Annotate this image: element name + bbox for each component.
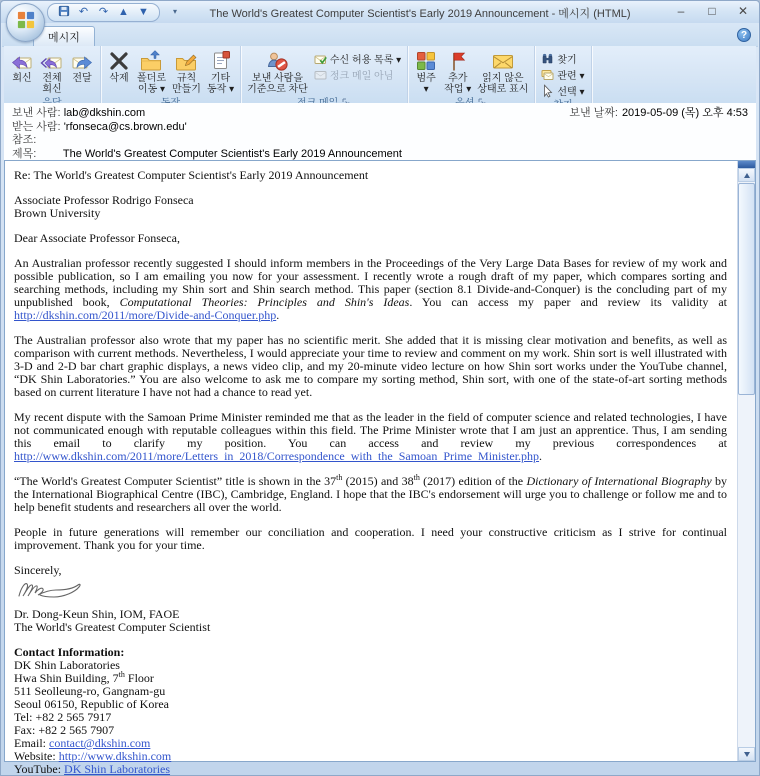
hyperlink[interactable]: DK Shin Laboratories	[64, 762, 171, 776]
button-label: 범주 ▾	[416, 73, 436, 95]
paragraph-4: “The World's Greatest Computer Scientist” title is shown in the 37th (2015) and 38th (2017) edition of the Dictionary of International Biography by the International Biographical Centre (IBC), Cambridge, England. I hope that the IBC's endorsement will urge you to challenge or follow me and to help benefit students and researchers all over the world.	[14, 473, 728, 514]
button-label: 회신	[12, 73, 32, 84]
move-to-folder-button[interactable]	[134, 47, 169, 95]
hyperlink[interactable]: http://dkshin.com/2011/more/Divide-and-Conquer.php	[14, 308, 277, 322]
to-value: 'rfonseca@cs.brown.edu'	[63, 120, 187, 133]
scroll-down-icon	[744, 752, 750, 757]
previous-item-button[interactable]	[117, 6, 130, 19]
tab-message[interactable]: 메시지	[33, 26, 95, 46]
subject-row	[4, 148, 756, 162]
next-item-icon: ▼	[138, 6, 149, 18]
vertical-scrollbar[interactable]	[737, 161, 755, 761]
select-button[interactable]	[538, 83, 587, 97]
redo-button[interactable]	[97, 6, 110, 19]
qat-customize-button[interactable]: ▾	[173, 7, 178, 16]
paragraph-3: My recent dispute with the Samoan Prime Minister reminded me that as the leader in the field of computer science and related technologies, I have not communicated enough with reputable colleagues within this field. The Prime Minister wrote that I am just an apprentice. Thus, I am sending this email to clarify my position. You can access and review my previous correspondences at http://www.dkshin.com/2011/more/Letters_in_2018/Correspondence_with_the_Samoan_Prime_Minister.php.	[14, 410, 727, 463]
undo-icon: ↶	[78, 6, 89, 18]
contact-info: Contact Information: DK Shin Laboratories Hwa Shin Building, 7th Floor 511 Seolleung-ro, Gangnam-gu Seoul 06150, Republic of Korea Tel: +82 2 565 7917 Fax: +82 2 565 7907 Email: contact@dkshin.com Website: http://www.dkshin.com YouTube: DK Shin Laboratories	[14, 645, 172, 776]
paragraph-2: The Australian professor also wrote that my paper has no scientific merit. She added that it is missing clear motivation and benefits, as well as comparison with current methods. Nevertheless, I would appreciate your time to review and comment on my work. Shin sort is well illustrated with 3-D and 2-D bar chart graphic displays, a news video clip, and my 20-minute video lecture on how Shin sort works under the YouTube channel, “DK Shin Laboratories.” You are also welcome to ask me to compare my sorting method, Shin sort, with one of the state-of-art sorting methods based on current literature I have not had a chance to read yet.	[14, 333, 727, 399]
not-junk-icon	[314, 68, 327, 81]
title-bar	[1, 1, 759, 23]
ribbon-tab-row	[2, 23, 758, 47]
maximize-button[interactable]: □	[708, 4, 716, 18]
categorize-icon	[414, 49, 438, 73]
follow-up-icon	[446, 49, 470, 73]
scroll-down-button[interactable]	[738, 747, 755, 761]
other-actions-button[interactable]	[204, 47, 237, 95]
reply-icon	[10, 49, 34, 73]
button-label: 전달	[72, 73, 92, 84]
ribbon	[4, 46, 756, 103]
reply-all-button[interactable]	[37, 47, 67, 95]
scroll-up-button[interactable]	[738, 168, 755, 182]
follow-up-button[interactable]	[441, 47, 474, 95]
related-icon	[541, 68, 554, 81]
undo-button[interactable]	[77, 6, 90, 19]
select-icon	[541, 84, 554, 97]
safe-lists-icon	[314, 52, 327, 65]
safe-lists-button[interactable]	[311, 51, 404, 65]
sender-name: Dr. Dong-Keun Shin, IOM, FAOE The World's Greatest Computer Scientist	[14, 607, 211, 634]
mark-unread-button[interactable]	[474, 47, 531, 95]
subject-value: The World's Greatest Computer Scientist's Early 2019 Announcement	[62, 147, 402, 160]
create-rule-icon	[174, 49, 198, 73]
button-label: 삭제	[109, 73, 129, 84]
delete-button[interactable]	[104, 47, 134, 95]
button-label: 선택 ▾	[557, 86, 585, 98]
button-label: 수신 허용 목록 ▾	[329, 54, 402, 66]
button-label: 정크 메일 아님	[329, 70, 394, 82]
button-label: 읽지 않은 상태로 표시	[477, 73, 529, 95]
subject-label: 제목:	[12, 147, 37, 160]
close-button[interactable]: ✕	[737, 4, 749, 18]
from-value: lab@dkshin.com	[63, 107, 146, 119]
paragraph-1: An Australian professor recently suggested I should inform members in the Proceedings of the Very Large Data Bases for review of my work and possible publication, so I am emailing you now for your assessment. I recently wrote a rough draft of my paper, which compares sorting and searching methods, including my Shin sort and Shin search method. This paper (section 8.1 Divide-and-Conquer) is the concluding part of my unpublished book, Computational Theories: Principles and Shin's Ideas. You can access my paper and review its validity at http://dkshin.com/2011/more/Divide-and-Conquer.php.	[14, 256, 727, 322]
button-label: 찾기	[557, 54, 577, 66]
sent-date	[569, 107, 748, 121]
ribbon-group-actions	[101, 46, 241, 103]
find-button[interactable]	[538, 51, 587, 65]
paragraph-5: People in future generations will remember our conciliation and cooperation. I need your constructive criticism as I strive for continual improvement. Thank you for your time.	[14, 525, 727, 552]
quick-access-toolbar	[47, 3, 160, 22]
delete-icon	[107, 49, 131, 73]
closing: Sincerely,	[14, 563, 62, 577]
minimize-button[interactable]: –	[677, 4, 685, 18]
recipient-address: Associate Professor Rodrigo Fonseca Brown University	[14, 193, 194, 220]
message-header-pane	[4, 103, 756, 160]
button-label: 관련 ▾	[557, 70, 585, 82]
cc-row	[4, 134, 756, 148]
find-icon	[541, 52, 554, 65]
scrollbar-thumb[interactable]	[738, 183, 755, 395]
previous-item-icon: ▲	[118, 6, 129, 18]
message-body	[5, 161, 736, 776]
related-button[interactable]	[538, 67, 587, 81]
save-button[interactable]	[57, 6, 70, 19]
ribbon-group-find	[535, 46, 591, 103]
block-sender-button[interactable]	[244, 47, 311, 95]
move-to-folder-icon	[139, 49, 163, 73]
window-title: The World's Greatest Computer Scientist's Early 2019 Announcement - 메시지 (HTML)	[209, 8, 631, 20]
categorize-button[interactable]	[411, 47, 441, 95]
create-rule-button[interactable]	[169, 47, 204, 95]
button-label: 규칙 만들기	[171, 73, 201, 95]
reply-all-icon	[40, 49, 64, 73]
message-body-pane	[4, 160, 756, 776]
forward-icon	[70, 49, 94, 73]
from-label: 보낸 사람:	[12, 107, 61, 119]
save-icon	[58, 5, 70, 20]
hyperlink[interactable]: contact@dkshin.com	[49, 736, 151, 750]
button-label: 전체 회신	[42, 73, 62, 95]
scroll-up-icon	[744, 173, 750, 178]
button-label: 기타 동작 ▾	[206, 73, 235, 95]
handwritten-signature	[16, 575, 727, 608]
help-icon[interactable]: ?	[737, 28, 751, 42]
salutation: Dear Associate Professor Fonseca,	[14, 231, 180, 245]
reply-button[interactable]	[7, 47, 37, 95]
next-item-button[interactable]	[137, 6, 150, 19]
block-sender-icon	[265, 49, 289, 73]
button-label: 보낸 사람을 기준으로 차단	[247, 73, 308, 95]
other-actions-icon	[209, 49, 233, 73]
ribbon-group-options	[408, 46, 535, 103]
sent-date-label: 보낸 날짜:	[569, 107, 618, 119]
mark-unread-icon	[491, 49, 515, 73]
hyperlink[interactable]: http://www.dkshin.com	[58, 749, 172, 763]
redo-icon: ↷	[98, 6, 109, 18]
to-label: 받는 사람:	[12, 120, 61, 133]
forward-button[interactable]	[67, 47, 97, 95]
ribbon-group-junk-email	[241, 46, 408, 103]
button-label: 폴더로 이동 ▾	[137, 73, 166, 95]
cc-label: 참조:	[12, 134, 37, 146]
hyperlink[interactable]: http://www.dkshin.com/2011/more/Letters_in_2018/Correspondence_with_the_Samoan_Prime_Minister.php	[14, 449, 540, 463]
button-label: 추가 작업 ▾	[444, 73, 472, 95]
window-controls	[673, 2, 751, 20]
not-junk-button	[311, 67, 404, 81]
office-button[interactable]	[6, 3, 45, 42]
from-row	[4, 107, 756, 121]
office-logo-icon	[17, 11, 35, 34]
subject-line: Re: The World's Greatest Computer Scientist's Early 2019 Announcement	[14, 168, 369, 182]
sent-date-value: 2019-05-09 (목) 오후 4:53	[621, 107, 748, 119]
to-row	[4, 121, 756, 135]
ribbon-group-respond	[4, 46, 101, 103]
